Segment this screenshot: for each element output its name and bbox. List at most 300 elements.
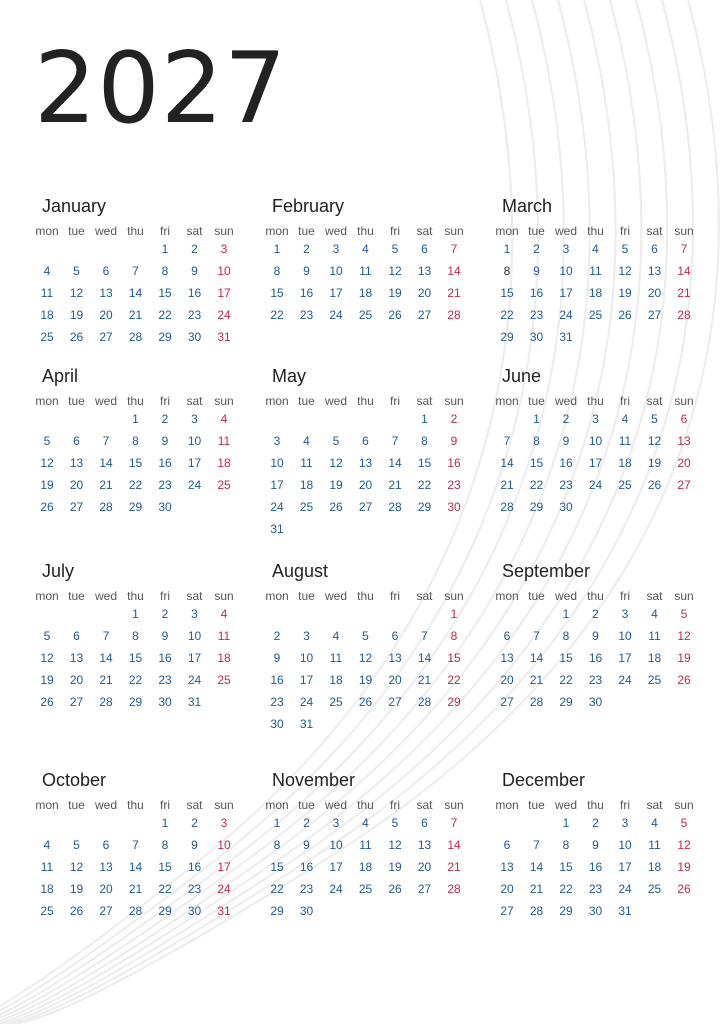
day-cell: 5 (73, 264, 80, 278)
day-cell: 5 (73, 838, 80, 852)
day-cell: 9 (592, 629, 599, 643)
weekday-header: tue (68, 394, 85, 408)
day-cell: 3 (220, 816, 228, 830)
day-cell: 13 (500, 651, 514, 665)
day-cell: 4 (332, 629, 340, 643)
weekday-header: sat (416, 224, 433, 238)
weekday-header: mon (495, 589, 519, 603)
day-cell: 1 (450, 607, 458, 621)
weekday-header: fri (620, 394, 630, 408)
weekday-header: fri (390, 798, 400, 812)
day-cell: 18 (647, 860, 662, 874)
day-cell: 4 (303, 434, 310, 448)
day-cell: 6 (362, 434, 369, 448)
weekday-header: sun (214, 589, 234, 603)
day-cell: 22 (270, 308, 284, 322)
weekday-header: fri (160, 224, 170, 238)
day-cell: 5 (332, 434, 340, 448)
weekday-header: mon (35, 394, 59, 408)
day-cell: 23 (187, 308, 202, 322)
day-cell: 25 (647, 673, 662, 687)
day-cell: 18 (299, 478, 314, 492)
day-cell: 11 (40, 860, 54, 874)
day-cell: 5 (391, 816, 399, 830)
day-cell: 21 (99, 478, 113, 492)
day-cell: 21 (388, 478, 402, 492)
day-cell: 3 (621, 816, 629, 830)
day-cell: 13 (69, 456, 84, 470)
day-cell: 11 (648, 838, 661, 852)
weekday-header: wed (554, 798, 577, 812)
weekday-header: wed (94, 394, 117, 408)
day-cell: 1 (132, 412, 139, 426)
day-cell: 19 (40, 673, 54, 687)
day-cell: 3 (220, 242, 228, 256)
day-cell: 29 (417, 500, 432, 514)
day-cell: 26 (329, 500, 343, 514)
day-cell: 25 (217, 673, 231, 687)
day-cell: 6 (503, 629, 511, 643)
day-cell: 15 (128, 651, 143, 665)
weekday-header: fri (160, 798, 170, 812)
day-cell: 25 (358, 882, 373, 896)
day-cell: 13 (500, 860, 514, 874)
weekday-header: fri (160, 394, 170, 408)
day-cell: 2 (533, 242, 540, 256)
day-cell: 28 (99, 695, 113, 709)
day-cell: 18 (40, 308, 54, 322)
day-cell: 28 (128, 904, 143, 918)
day-cell: 24 (187, 673, 202, 687)
day-cell: 10 (329, 264, 343, 278)
day-cell: 31 (299, 717, 314, 731)
day-cell: 24 (187, 478, 202, 492)
day-cell: 11 (648, 629, 661, 643)
day-cell: 29 (128, 500, 143, 514)
day-cell: 17 (329, 860, 343, 874)
day-cell: 25 (299, 500, 314, 514)
weekday-header: sun (444, 394, 464, 408)
weekday-header: tue (298, 394, 315, 408)
weekday-header: sat (186, 589, 203, 603)
day-cell: 13 (417, 264, 432, 278)
day-cell: 3 (273, 434, 281, 448)
weekday-header: mon (35, 798, 59, 812)
day-cell: 29 (158, 330, 172, 344)
day-cell: 16 (158, 651, 172, 665)
weekday-header: wed (324, 589, 347, 603)
day-cell: 7 (102, 629, 110, 643)
day-cell: 29 (559, 904, 573, 918)
day-cell: 25 (329, 695, 343, 709)
day-cell: 3 (592, 412, 599, 426)
day-cell: 27 (677, 478, 691, 492)
day-cell: 27 (417, 308, 432, 322)
day-cell: 27 (647, 308, 662, 322)
day-cell: 12 (677, 838, 691, 852)
day-cell: 12 (677, 629, 691, 643)
day-cell: 3 (191, 607, 198, 621)
day-cell: 30 (270, 717, 284, 731)
day-cell: 8 (132, 434, 139, 448)
day-cell: 2 (562, 412, 570, 426)
day-cell: 16 (187, 286, 202, 300)
day-cell: 10 (187, 434, 202, 448)
day-cell: 28 (99, 500, 113, 514)
day-cell: 1 (132, 607, 139, 621)
day-cell: 17 (187, 456, 202, 470)
day-cell: 12 (388, 838, 402, 852)
day-cell: 23 (299, 308, 314, 322)
weekday-header: sun (674, 224, 694, 238)
day-cell: 8 (161, 264, 169, 278)
day-cell: 1 (161, 242, 169, 256)
day-cell: 6 (102, 264, 110, 278)
day-cell: 11 (40, 286, 54, 300)
day-cell: 1 (273, 242, 281, 256)
day-cell: 4 (43, 264, 51, 278)
day-cell: 8 (161, 838, 169, 852)
weekday-header: wed (324, 224, 347, 238)
day-cell: 12 (40, 651, 54, 665)
day-cell: 6 (421, 242, 428, 256)
day-cell: 30 (299, 904, 314, 918)
day-cell: 24 (588, 478, 603, 492)
day-cell: 23 (529, 308, 544, 322)
day-cell: 20 (358, 478, 373, 492)
day-cell: 25 (40, 330, 54, 344)
day-cell: 23 (270, 695, 284, 709)
day-cell: 13 (99, 286, 113, 300)
day-cell: 2 (303, 242, 310, 256)
weekday-header: tue (68, 224, 85, 238)
day-cell: 28 (500, 500, 514, 514)
day-cell: 18 (588, 286, 603, 300)
day-cell: 4 (220, 607, 228, 621)
day-cell: 14 (417, 651, 432, 665)
day-cell: 10 (588, 434, 603, 448)
day-cell: 13 (69, 651, 84, 665)
weekday-header: sun (214, 394, 234, 408)
day-cell: 27 (69, 695, 84, 709)
month-name: July (42, 561, 75, 581)
day-cell: 19 (677, 651, 691, 665)
day-cell: 6 (503, 838, 511, 852)
day-cell: 26 (677, 882, 691, 896)
day-cell: 31 (187, 695, 202, 709)
day-cell: 25 (40, 904, 54, 918)
day-cell: 22 (128, 673, 143, 687)
weekday-header: sun (444, 589, 464, 603)
day-cell: 17 (217, 860, 231, 874)
weekday-header: mon (265, 394, 289, 408)
day-cell: 25 (358, 308, 373, 322)
day-cell: 24 (270, 500, 284, 514)
month-name: October (42, 770, 107, 790)
day-cell: 11 (300, 456, 313, 470)
day-cell: 28 (128, 330, 143, 344)
day-cell: 10 (329, 838, 343, 852)
day-cell: 14 (388, 456, 402, 470)
day-cell: 15 (529, 456, 544, 470)
day-cell: 13 (358, 456, 373, 470)
weekday-header: mon (495, 224, 519, 238)
day-cell: 18 (329, 673, 343, 687)
weekday-header: wed (324, 798, 347, 812)
day-cell: 23 (187, 882, 202, 896)
day-cell: 27 (500, 904, 514, 918)
day-cell: 22 (559, 673, 573, 687)
day-cell: 1 (562, 816, 570, 830)
day-cell: 3 (562, 242, 570, 256)
day-cell: 6 (651, 242, 658, 256)
day-cell: 7 (680, 242, 688, 256)
day-cell: 15 (158, 860, 172, 874)
weekday-header: sat (186, 394, 203, 408)
day-cell: 28 (388, 500, 402, 514)
day-cell: 9 (592, 838, 599, 852)
day-cell: 31 (217, 904, 231, 918)
weekday-header: thu (127, 394, 144, 408)
day-cell: 18 (618, 456, 632, 470)
weekday-header: tue (68, 589, 85, 603)
day-cell: 28 (529, 695, 544, 709)
day-cell: 29 (500, 330, 514, 344)
weekday-header: tue (298, 798, 315, 812)
day-cell: 21 (677, 286, 691, 300)
weekday-header: tue (528, 224, 545, 238)
day-cell: 13 (417, 838, 432, 852)
day-cell: 7 (533, 838, 540, 852)
day-cell: 17 (559, 286, 573, 300)
day-cell: 12 (69, 286, 84, 300)
weekday-header: sat (416, 394, 433, 408)
day-cell: 23 (588, 673, 603, 687)
day-cell: 24 (329, 882, 343, 896)
day-cell: 24 (618, 882, 632, 896)
day-cell: 30 (187, 330, 202, 344)
day-cell: 9 (303, 264, 310, 278)
day-cell: 2 (592, 607, 599, 621)
day-cell: 30 (187, 904, 202, 918)
day-cell: 8 (450, 629, 458, 643)
day-cell: 30 (529, 330, 544, 344)
day-cell: 10 (299, 651, 314, 665)
day-cell: 7 (132, 264, 139, 278)
day-cell: 11 (618, 434, 632, 448)
day-cell: 16 (299, 286, 314, 300)
weekday-header: mon (35, 224, 59, 238)
day-cell: 6 (391, 629, 399, 643)
day-cell: 17 (329, 286, 343, 300)
day-cell: 19 (647, 456, 662, 470)
day-cell: 5 (680, 607, 688, 621)
year-title: 2027 (34, 32, 288, 146)
day-cell: 4 (362, 816, 369, 830)
day-cell: 21 (529, 882, 544, 896)
day-cell: 26 (358, 695, 373, 709)
day-cell: 29 (128, 695, 143, 709)
day-cell: 10 (270, 456, 284, 470)
weekday-header: sun (674, 394, 694, 408)
day-cell: 6 (73, 629, 80, 643)
day-cell: 22 (500, 308, 514, 322)
day-cell: 5 (43, 629, 51, 643)
day-cell: 15 (270, 286, 284, 300)
day-cell: 10 (618, 629, 632, 643)
day-cell: 8 (421, 434, 428, 448)
day-cell: 19 (69, 882, 84, 896)
day-cell: 7 (102, 434, 110, 448)
month-name: June (502, 366, 542, 386)
day-cell: 12 (69, 860, 84, 874)
day-cell: 14 (677, 264, 691, 278)
day-cell: 7 (421, 629, 428, 643)
day-cell: 18 (40, 882, 54, 896)
day-cell: 7 (391, 434, 399, 448)
day-cell: 1 (533, 412, 540, 426)
day-cell: 4 (362, 242, 369, 256)
day-cell: 13 (677, 434, 691, 448)
day-cell: 19 (618, 286, 632, 300)
day-cell: 2 (450, 412, 458, 426)
day-cell: 27 (500, 695, 514, 709)
day-cell: 21 (447, 860, 461, 874)
day-cell: 9 (191, 838, 198, 852)
day-cell: 10 (187, 629, 202, 643)
weekday-header: wed (324, 394, 347, 408)
day-cell: 23 (588, 882, 603, 896)
day-cell: 16 (299, 860, 314, 874)
day-cell: 16 (187, 860, 202, 874)
month-name: September (502, 561, 591, 581)
day-cell: 16 (270, 673, 284, 687)
day-cell: 8 (533, 434, 540, 448)
day-cell: 6 (73, 434, 80, 448)
day-cell: 1 (161, 816, 169, 830)
weekday-header: sun (674, 798, 694, 812)
day-cell: 17 (270, 478, 284, 492)
day-cell: 23 (158, 673, 172, 687)
day-cell: 27 (388, 695, 402, 709)
weekday-header: tue (68, 798, 85, 812)
day-cell: 6 (421, 816, 428, 830)
weekday-header: wed (554, 224, 577, 238)
day-cell: 4 (651, 816, 658, 830)
day-cell: 31 (217, 330, 231, 344)
weekday-header: sat (186, 224, 203, 238)
day-cell: 13 (99, 860, 113, 874)
day-cell: 26 (69, 904, 84, 918)
weekday-header: tue (528, 394, 545, 408)
weekday-header: tue (298, 589, 315, 603)
day-cell: 19 (388, 860, 402, 874)
day-cell: 20 (69, 478, 84, 492)
day-cell: 18 (358, 286, 373, 300)
day-cell: 7 (450, 242, 458, 256)
day-cell: 19 (69, 308, 84, 322)
day-cell: 8 (562, 629, 570, 643)
day-cell: 2 (161, 412, 169, 426)
day-cell: 20 (677, 456, 691, 470)
weekday-header: mon (265, 224, 289, 238)
day-cell: 11 (217, 629, 231, 643)
day-cell: 30 (588, 695, 603, 709)
day-cell: 7 (132, 838, 139, 852)
day-cell: 7 (503, 434, 511, 448)
day-cell: 5 (651, 412, 658, 426)
day-cell: 25 (217, 478, 231, 492)
day-cell: 12 (388, 264, 402, 278)
weekday-header: fri (390, 394, 400, 408)
day-cell: 14 (500, 456, 514, 470)
day-cell: 9 (161, 629, 169, 643)
day-cell: 12 (618, 264, 632, 278)
day-cell: 26 (69, 330, 84, 344)
weekday-header: thu (357, 589, 374, 603)
day-cell: 8 (273, 264, 281, 278)
day-cell: 9 (533, 264, 540, 278)
day-cell: 18 (647, 651, 662, 665)
day-cell: 4 (43, 838, 51, 852)
day-cell: 5 (43, 434, 51, 448)
weekday-header: wed (94, 798, 117, 812)
day-cell: 12 (647, 434, 662, 448)
day-cell: 13 (388, 651, 402, 665)
day-cell: 14 (529, 651, 544, 665)
day-cell: 5 (621, 242, 629, 256)
day-cell: 6 (680, 412, 688, 426)
day-cell: 20 (388, 673, 402, 687)
day-cell: 9 (191, 264, 198, 278)
weekday-header: tue (528, 589, 545, 603)
day-cell: 19 (677, 860, 691, 874)
day-cell: 9 (273, 651, 281, 665)
day-cell: 20 (417, 860, 432, 874)
day-cell: 12 (358, 651, 373, 665)
day-cell: 11 (359, 264, 372, 278)
weekday-header: sat (416, 798, 433, 812)
day-cell: 1 (503, 242, 511, 256)
day-cell: 21 (529, 673, 544, 687)
day-cell: 24 (559, 308, 573, 322)
day-cell: 14 (99, 651, 113, 665)
day-cell: 30 (158, 500, 172, 514)
day-cell: 22 (270, 882, 284, 896)
day-cell: 15 (158, 286, 172, 300)
day-cell: 16 (447, 456, 461, 470)
day-cell: 9 (161, 434, 169, 448)
day-cell: 16 (529, 286, 544, 300)
day-cell: 10 (559, 264, 573, 278)
day-cell: 15 (270, 860, 284, 874)
weekday-header: thu (127, 589, 144, 603)
day-cell: 26 (677, 673, 691, 687)
day-cell: 20 (69, 673, 84, 687)
day-cell: 10 (217, 264, 231, 278)
day-cell: 30 (158, 695, 172, 709)
day-cell: 4 (651, 607, 658, 621)
weekday-header: tue (298, 224, 315, 238)
day-cell: 4 (220, 412, 228, 426)
day-cell: 3 (332, 242, 340, 256)
day-cell: 24 (329, 308, 343, 322)
day-cell: 21 (417, 673, 432, 687)
weekday-header: wed (94, 589, 117, 603)
day-cell: 3 (332, 816, 340, 830)
month-name: December (502, 770, 586, 790)
day-cell: 26 (647, 478, 662, 492)
